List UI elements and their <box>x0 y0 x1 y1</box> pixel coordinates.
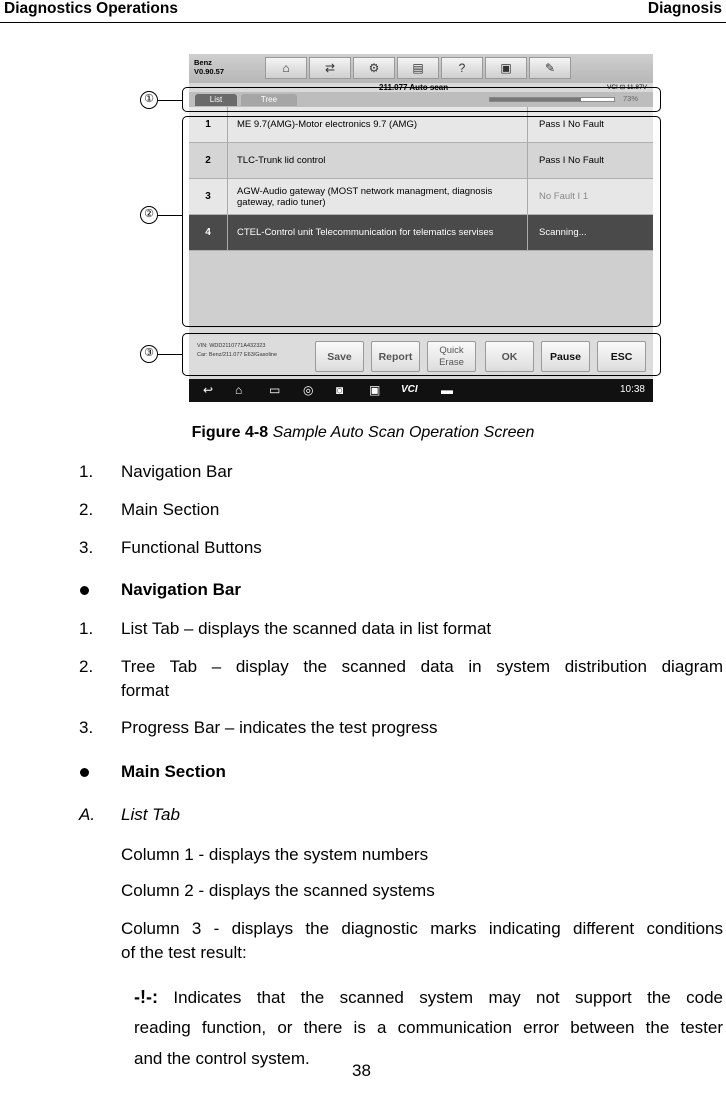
callout-frame-2 <box>182 116 661 327</box>
list-text: Progress Bar – indicates the test progress <box>121 718 438 737</box>
mark-desc-line3: and the control system. <box>134 1049 310 1068</box>
column-desc: Column 3 - displays the diagnostic marks indicating different conditions <box>121 919 723 938</box>
vehicle-swap-icon[interactable]: ⇄ <box>309 57 351 79</box>
callout-line-3 <box>158 354 182 355</box>
callout-line-2 <box>158 215 182 216</box>
brand <box>194 58 224 76</box>
edit-icon[interactable]: ✎ <box>529 57 571 79</box>
version: V0.90.57 <box>194 67 225 76</box>
list-text-cont: format <box>121 681 170 700</box>
caption-label: Figure 4-8 <box>191 424 269 441</box>
clock: 10:38 <box>619 384 645 395</box>
vci-icon[interactable]: VCI <box>401 384 418 395</box>
car-line: Car: Benz/211.077 E63/Gasoline <box>197 352 278 358</box>
row-system: CTEL-Control unit Telecommunication for telematics servises <box>237 227 494 238</box>
callout-3: ③ <box>140 345 158 363</box>
list-text: Main Section <box>121 500 220 519</box>
display-icon[interactable]: ▣ <box>369 383 381 397</box>
row-number: 4 <box>189 215 228 250</box>
ok-button[interactable]: OK <box>485 341 534 372</box>
car-icon[interactable]: ▬ <box>441 383 453 397</box>
row-system: AGW-Audio gateway (MOST network managment, diagnosis gateway, radio tuner) <box>237 185 493 208</box>
page-number: 38 <box>352 1061 371 1080</box>
callout-frame-3 <box>182 333 661 376</box>
bullet-icon <box>80 586 89 595</box>
row-number: 1 <box>189 107 228 142</box>
camera-icon[interactable]: ◙ <box>336 383 344 397</box>
header-left: Diagnostics Operations <box>4 0 178 17</box>
esc-button[interactable]: ESC <box>597 341 646 372</box>
save-button[interactable]: Save <box>315 341 364 372</box>
save-icon[interactable]: ▣ <box>485 57 527 79</box>
tab-tree[interactable]: Tree <box>241 94 297 106</box>
tab-list[interactable]: List <box>195 94 237 106</box>
row-status: Scanning... <box>527 215 653 250</box>
print-icon[interactable]: ▤ <box>397 57 439 79</box>
sub-label: A. <box>79 805 96 824</box>
column-desc-cont: of the test result: <box>121 943 247 962</box>
home-icon[interactable]: ⌂ <box>235 383 243 397</box>
list-number: 3. <box>79 538 94 557</box>
list-text: Navigation Bar <box>121 462 233 481</box>
browser-icon[interactable]: ◎ <box>303 383 314 397</box>
vci-status: VCI ⊡ 11.87V <box>606 84 647 91</box>
page-header <box>0 0 726 23</box>
caption-text: Sample Auto Scan Operation Screen <box>272 424 535 441</box>
mark-desc-line1 <box>134 987 723 1008</box>
progress-percent: 73% <box>623 94 639 103</box>
system-bar <box>189 379 653 402</box>
figure-caption <box>0 424 726 442</box>
list-number: 1. <box>79 619 94 638</box>
row-status: Pass I No Fault <box>527 143 653 178</box>
callout-frame-1 <box>182 87 661 112</box>
row-number: 3 <box>189 179 228 214</box>
pause-button[interactable]: Pause <box>541 341 590 372</box>
callout-1: ① <box>140 91 158 109</box>
column-desc: Column 2 - displays the scanned systems <box>121 881 435 900</box>
brand-name: Benz <box>194 58 212 67</box>
recent-apps-icon[interactable]: ▭ <box>269 383 281 397</box>
list-number: 2. <box>79 657 94 676</box>
list-text: Tree Tab – display the scanned data in system distribution diagram <box>121 657 723 676</box>
header-right: Diagnosis <box>647 0 722 17</box>
row-system: ME 9.7(AMG)-Motor electronics 9.7 (AMG) <box>237 119 418 130</box>
row-status: No Fault I 1 <box>527 179 653 214</box>
mark-desc-line2: reading function, or there is a communication error between the tester <box>134 1018 723 1037</box>
help-icon[interactable]: ? <box>441 57 483 79</box>
home-icon[interactable]: ⌂ <box>265 57 307 79</box>
sub-heading: List Tab <box>121 805 180 824</box>
row-number: 2 <box>189 143 228 178</box>
list-number: 3. <box>79 718 94 737</box>
back-icon[interactable]: ↩ <box>203 383 214 397</box>
section-heading: Main Section <box>121 762 226 781</box>
report-button[interactable]: Report <box>371 341 420 372</box>
mark-symbol: -!-: <box>134 987 158 1007</box>
row-system: TLC-Trunk lid control <box>237 155 326 166</box>
vin-line: VIN: WDD2110771A432323 <box>197 343 266 349</box>
toolbar <box>189 54 653 83</box>
callout-line-1 <box>158 100 182 101</box>
row-status: Pass I No Fault <box>527 107 653 142</box>
bullet-icon <box>80 768 89 777</box>
screen-title: 211.077 Auto scan <box>379 83 449 92</box>
list-number: 2. <box>79 500 94 519</box>
list-text: List Tab – displays the scanned data in list format <box>121 619 492 638</box>
section-heading: Navigation Bar <box>121 580 241 599</box>
list-text: Functional Buttons <box>121 538 262 557</box>
column-desc: Column 1 - displays the system numbers <box>121 845 429 864</box>
mark-text: Indicates that the scanned system may not support the code <box>173 988 724 1007</box>
quick-erase-button[interactable]: Quick Erase <box>427 341 476 372</box>
list-number: 1. <box>79 462 94 481</box>
settings-icon[interactable]: ⚙ <box>353 57 395 79</box>
callout-2: ② <box>140 206 158 224</box>
